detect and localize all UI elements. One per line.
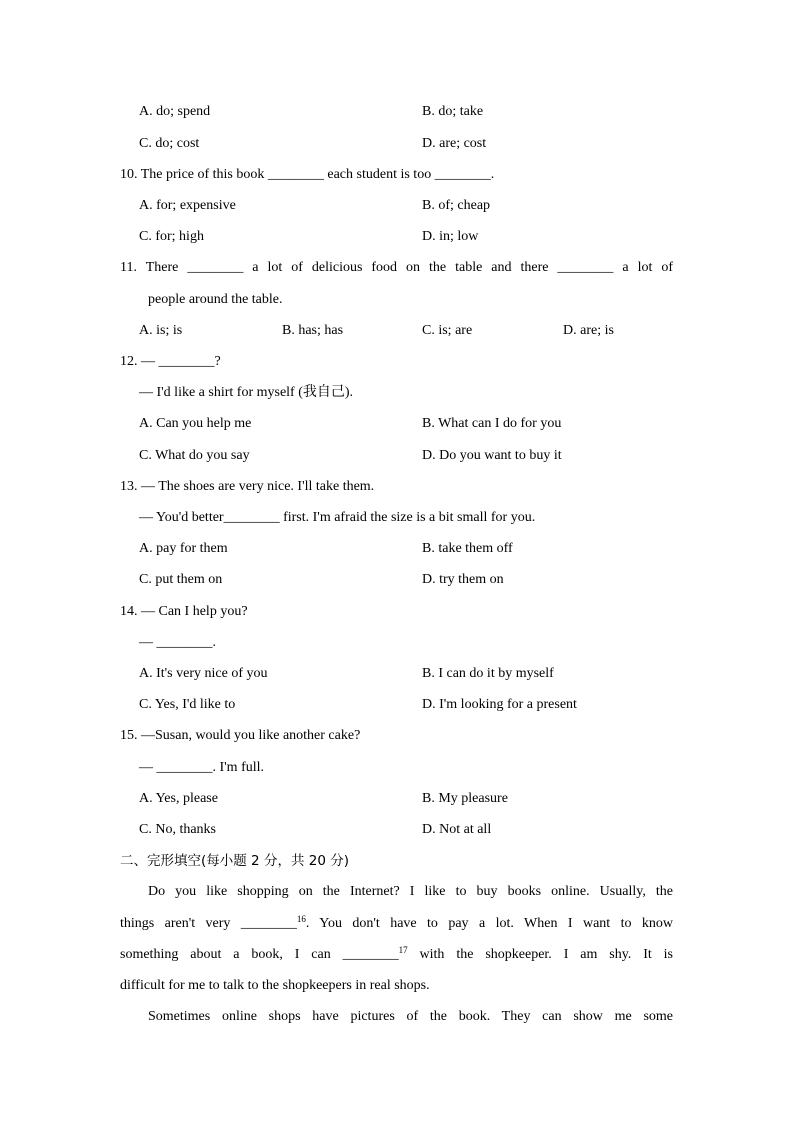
q11-stem-line1: 11. There ________ a lot of delicious food on the table and there ________ a lot of [120,260,673,275]
blank-number-17: 17 [398,945,408,955]
q11-option-c: C. is; are [422,323,473,338]
q10-option-c: C. for; high [139,229,204,244]
passage-line-4: difficult for me to talk to the shopkeepers in real shops. [120,978,430,993]
q12-option-b: B. What can I do for you [422,416,562,431]
q15-option-a: A. Yes, please [139,791,218,806]
q15-option-c: C. No, thanks [139,822,216,837]
q13-stem: 13. — The shoes are very nice. I'll take them. [120,479,375,494]
blank-number-16: 16 [296,914,306,924]
q15-reply: — ________. I'm full. [139,760,265,775]
q15-option-d: D. Not at all [422,822,492,837]
q14-stem: 14. — Can I help you? [120,604,248,619]
q9-option-b: B. do; take [422,104,484,119]
q14-option-b: B. I can do it by myself [422,666,554,681]
passage-line-3-end: with the shopkeeper. I am shy. It is [407,947,673,962]
q12-option-c: C. What do you say [139,448,250,463]
q13-option-b: B. take them off [422,541,513,556]
q10-option-b: B. of; cheap [422,198,491,213]
passage-line-3-start: something about a book, I can ________ [120,947,399,962]
passage-line-1: Do you like shopping on the Internet? I like to buy books online. Usually, the [148,884,673,899]
section-heading-cloze: 二、完形填空(每小题 2 分，共 20 分) [120,853,349,869]
q9-option-a: A. do; spend [139,104,211,119]
q14-option-a: A. It's very nice of you [139,666,268,681]
q11-option-d: D. are; is [563,323,614,338]
q12-stem: 12. — ________? [120,354,221,369]
passage-line-2 [120,915,673,933]
passage-line-3 [120,946,673,964]
q13-option-d: D. try them on [422,572,504,587]
q9-option-d: D. are; cost [422,136,487,151]
q13-reply: — You'd better________ first. I'm afraid the size is a bit small for you. [139,510,536,525]
q13-option-c: C. put them on [139,572,223,587]
q10-stem: 10. The price of this book ________ each student is too ________. [120,167,495,182]
q10-option-a: A. for; expensive [139,198,236,213]
q14-reply: — ________. [139,635,216,650]
q15-stem: 15. —Susan, would you like another cake? [120,728,361,743]
q15-option-b: B. My pleasure [422,791,508,806]
passage-line-5: Sometimes online shops have pictures of the book. They can show me some [148,1009,673,1024]
q12-option-a: A. Can you help me [139,416,252,431]
q12-reply: — I'd like a shirt for myself (我自己). [139,385,354,400]
q13-option-a: A. pay for them [139,541,228,556]
passage-line-2-start: things aren't very ________ [120,916,297,931]
q11-option-a: A. is; is [139,323,183,338]
q14-option-d: D. I'm looking for a present [422,697,577,712]
passage-line-2-end: . You don't have to pay a lot. When I want to know [305,916,673,931]
q11-stem-line2: people around the table. [148,292,283,307]
q9-option-c: C. do; cost [139,136,200,151]
q11-option-b: B. has; has [282,323,344,338]
q12-option-d: D. Do you want to buy it [422,448,562,463]
q14-option-c: C. Yes, I'd like to [139,697,236,712]
q10-option-d: D. in; low [422,229,479,244]
